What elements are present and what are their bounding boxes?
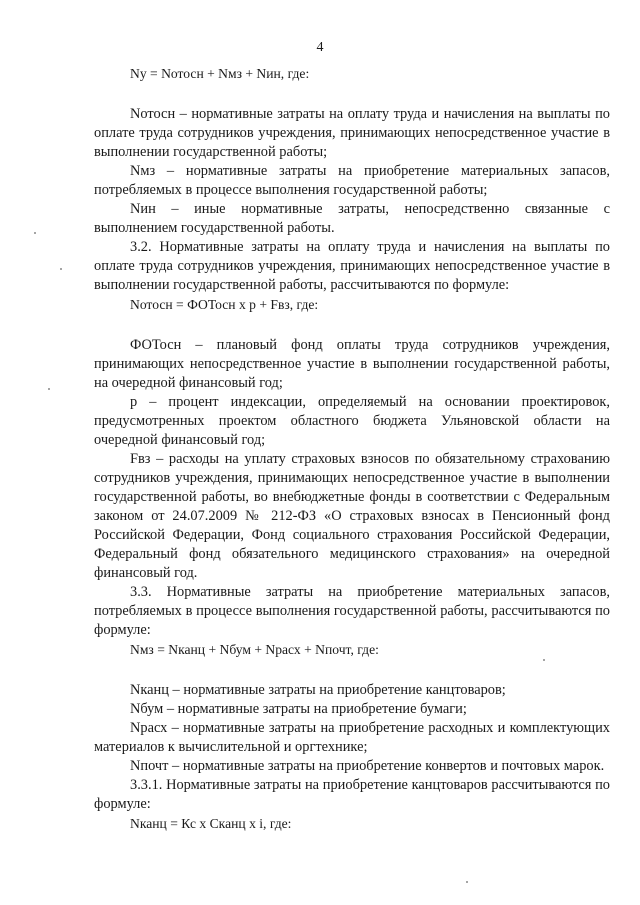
formula-line: Nмз = Nканц + Nбум + Nрасх + Nпочт, где: [130, 642, 379, 657]
paragraph: Nотосн – нормативные затраты на оплату труда и начисления на выплаты по оплате труда сотрудников учреждения, принимающих непосредственное участие в выполнении государственной работы; [94, 106, 610, 160]
formula-line: Nканц = Кс х Сканц х i, где: [130, 816, 292, 831]
document-body [94, 64, 610, 833]
paragraph: р – процент индексации, определяемый на основании проектировок, предусмотренных проектом областного бюджета Ульяновской области на очередной финансовый год; [94, 394, 610, 448]
paragraph: ФОТосн – плановый фонд оплаты труда сотрудников учреждения, принимающих непосредственное участие в выполнении государственной работы, на очередной финансовый год; [94, 337, 610, 391]
paragraph: 3.2. Нормативные затраты на оплату труда и начисления на выплаты по оплате труда сотрудников учреждения, принимающих непосредственное участие в выполнении государственной работы, рассчитываются по формуле: [94, 239, 610, 293]
paragraph: Fвз – расходы на уплату страховых взносов по обязательному страхованию сотрудников учреждения, принимающих непосредственное участие в выполнении государственной работы, во внебюджетные фонды в соответствии с Федеральным законом от 24.07.2009 № 212-ФЗ «О страховых взносах в Пенсионный фонд Российской Федерации, Фонд социального страхования Российской Федерации, Федеральный фонд обязательного медицинского страхования» на очередной финансовый год. [94, 451, 610, 581]
scan-speck [60, 268, 62, 270]
paragraph: 3.3.1. Нормативные затраты на приобретение канцтоваров рассчитываются по формуле: [94, 777, 610, 812]
formula-line: Nотосн = ФОТосн х р + Fвз, где: [130, 297, 319, 312]
scan-speck [543, 659, 545, 661]
scan-speck [34, 232, 36, 234]
paragraph: Nпочт – нормативные затраты на приобретение конвертов и почтовых марок. [130, 758, 605, 774]
paragraph: 3.3. Нормативные затраты на приобретение материальных запасов, потребляемых в процессе выполнения государственной работы, рассчитываются по формуле: [94, 584, 610, 638]
page-number: 4 [316, 40, 324, 55]
paragraph: Nканц – нормативные затраты на приобретение канцтоваров; [130, 682, 506, 698]
paragraph: Nин – иные нормативные затраты, непосредственно связанные с выполнением государственной работы. [94, 201, 610, 236]
scan-speck [466, 881, 468, 883]
formula-line: Nу = Nотосн + Nмз + Nин, где: [130, 66, 310, 81]
paragraph: Nбум – нормативные затраты на приобретение бумаги; [130, 701, 467, 717]
paragraph: Nмз – нормативные затраты на приобретение материальных запасов, потребляемых в процессе выполнения государственной работы; [94, 163, 610, 198]
scan-speck [48, 388, 50, 390]
paragraph: Nрасх – нормативные затраты на приобретение расходных и комплектующих материалов к вычислительной и оргтехнике; [94, 720, 610, 755]
